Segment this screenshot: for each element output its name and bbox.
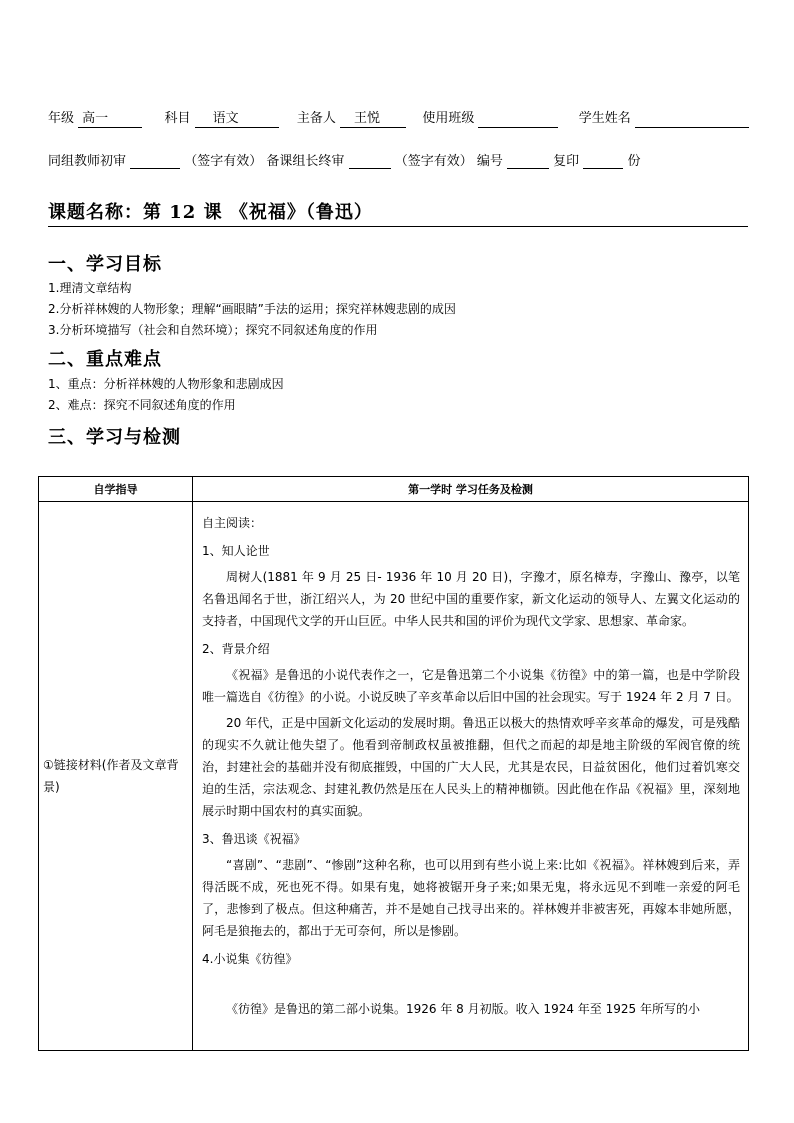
- table-row: [39, 502, 749, 1051]
- key-point-item: 1、重点：分析祥林嫂的人物形象和悲剧成因: [48, 377, 284, 391]
- paragraph-background: 《祝福》是鲁迅的小说代表作之一，它是鲁迅第二个小说集《彷徨》中的第一篇，也是中学阶段唯一篇选自《彷徨》的小说。小说反映了辛亥革命以后旧中国的社会现实。写于 1924 年 2 月 7 日。: [202, 668, 740, 704]
- grade-label: 年级: [48, 111, 75, 126]
- self-reading-label: 自主阅读：: [202, 516, 263, 530]
- header-line-2: [48, 150, 640, 169]
- lesson-title: 课题名称：第 12 课 《祝福》（鲁迅）: [48, 198, 748, 227]
- subject-value: 语文: [195, 111, 279, 128]
- subheading-collection: 4.小说集《彷徨》: [202, 952, 298, 966]
- number-blank[interactable]: [507, 152, 549, 169]
- paragraph-luxun-comment: “喜剧”、“悲剧”、“惨剧”这种名称，也可以用到有些小说上来:比如《祝福》。祥林嫂到后来，弄得活既不成，死也死不得。如果有鬼，她将被锯开身子来;如果无鬼，将永远见不到唯一亲爱的阿毛了，悲惨到了极点。但这种痛苦，并不是她自己找寻出来的。祥林嫂并非被害死，再嫁本非她所愿，阿毛是狼拖去的，都出于无可奈何，所以是惨剧。: [202, 858, 740, 938]
- final-review-blank[interactable]: [349, 152, 391, 169]
- group-review-blank[interactable]: [130, 152, 180, 169]
- preparer-value: 王悦: [340, 111, 406, 128]
- objective-item: 3.分析环境描写（社会和自然环境）；探究不同叙述角度的作用: [48, 323, 378, 337]
- left-cell-materials: ①链接材料(作者及文章背景): [39, 502, 193, 1051]
- key-point-item: 2、难点：探究不同叙述角度的作用: [48, 398, 236, 412]
- header-line-1: [48, 107, 749, 128]
- number-label: （签字有效） 编号: [394, 154, 503, 169]
- paragraph-author: 周树人(1881 年 9 月 25 日- 1936 年 10 月 20 日)，字豫才，原名樟寿，字豫山、豫亭，以笔名鲁迅闻名于世，浙江绍兴人，为 20 世纪中国的重要作家，新文化运动的领导人、左翼文化运动的支持者，中国现代文学的开山巨匠。中华人民共和国的评价为现代文学家、思想家、革命家。: [202, 570, 740, 628]
- student-name-label: 学生姓名: [578, 111, 631, 126]
- subject-label: 科目: [164, 111, 191, 126]
- subheading-luxun-comment: 3、鲁迅谈《祝福》: [202, 832, 306, 846]
- paragraph-context: 20 年代，正是中国新文化运动的发展时期。鲁迅正以极大的热情欢呼辛亥革命的爆发，可是残酷的现实不久就让他失望了。他看到帝制政权虽被推翻，但代之而起的却是地主阶级的军阀官僚的统治，封建社会的基础并没有彻底摧毁，中国的广大人民，尤其是农民，日益贫困化，他们过着饥寒交迫的生活，宗法观念、封建礼教仍然是压在人民头上的精神枷锁。因此他在作品《祝福》里，深刻地展示时期中国农村的真实面貌。: [202, 716, 740, 818]
- class-label: 使用班级: [422, 111, 475, 126]
- section-heading-key-points: 二、重点难点: [48, 349, 162, 370]
- copy-blank[interactable]: [583, 152, 623, 169]
- table-header-row: [39, 477, 749, 502]
- section-heading-objectives: 一、学习目标: [48, 254, 162, 275]
- group-review-label: 同组教师初审: [48, 154, 127, 169]
- objective-item: 1.理清文章结构: [48, 281, 132, 295]
- section-heading-study: 三、学习与检测: [48, 427, 181, 448]
- subheading-author: 1、知人论世: [202, 544, 270, 558]
- col-head-guide: 自学指导: [39, 477, 193, 502]
- student-name-blank[interactable]: [635, 111, 749, 128]
- copy-unit: 份: [627, 154, 641, 169]
- paragraph-collection: 《彷徨》是鲁迅的第二部小说集。1926 年 8 月初版。收入 1924 年至 1925 年所写的小: [226, 1002, 700, 1016]
- study-table: [38, 476, 749, 1051]
- right-cell-content: [193, 502, 749, 1051]
- preparer-label: 主备人: [296, 111, 336, 126]
- subheading-background: 2、背景介绍: [202, 642, 270, 656]
- final-review-label: （签字有效） 备课组长终审: [184, 154, 345, 169]
- class-blank[interactable]: [478, 111, 558, 128]
- copy-label: 复印: [553, 154, 580, 169]
- objective-item: 2.分析祥林嫂的人物形象；理解“画眼睛”手法的运用；探究祥林嫂悲剧的成因: [48, 302, 456, 316]
- col-head-tasks: 第一学时 学习任务及检测: [193, 477, 749, 502]
- grade-value: 高一: [78, 111, 142, 128]
